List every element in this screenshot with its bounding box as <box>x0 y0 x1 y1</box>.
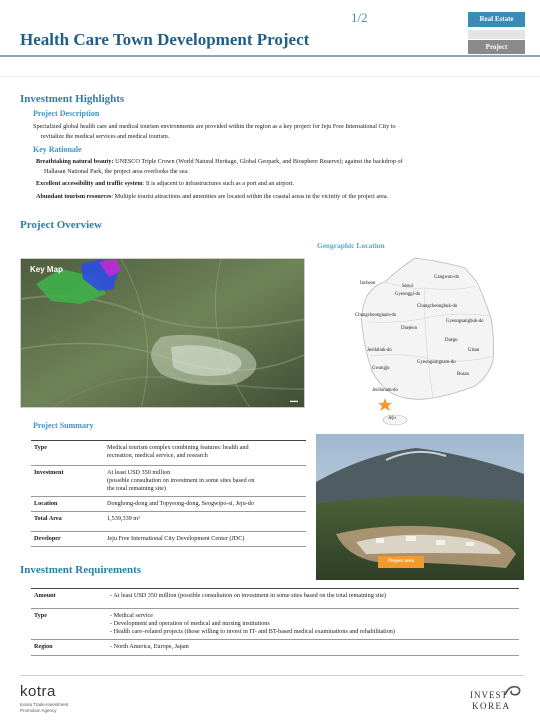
description-line: revitalize the medical services and medical tourism. <box>41 132 170 140</box>
investment-highlights-heading: Investment Highlights <box>20 93 125 105</box>
summary-key: Type <box>34 444 47 451</box>
summary-value <box>104 441 306 466</box>
footer-divider <box>20 675 524 676</box>
summary-value: 1,539,339 m² <box>107 515 140 522</box>
table-row <box>31 532 306 547</box>
table-row <box>31 609 519 640</box>
region-label: Daegu <box>445 338 458 343</box>
region-label: Daejeon <box>401 326 417 331</box>
requirement-value <box>107 609 519 640</box>
korea-outline-graphic <box>315 252 525 432</box>
tag-separator <box>468 30 525 39</box>
rationale-item <box>36 192 526 202</box>
table-row <box>31 441 306 466</box>
kotra-subtitle-line: Promotion Agency <box>20 707 57 713</box>
description-line: Specialized global health care and medical tourism environments are provided within the region as a key project for Jeju Free International City to <box>33 123 396 130</box>
rationale-item <box>36 157 526 167</box>
project-description-text <box>33 122 523 141</box>
key-rationale-heading: Key Rationale <box>33 145 82 154</box>
requirement-line: - Development and operation of medical and nursing institutions <box>110 620 270 627</box>
summary-line: (possible consultation on investment in some sites based on <box>107 477 255 484</box>
header-subdivider <box>0 76 540 77</box>
rationale-text: Hallasan National Park, the project area overlooks the sea. <box>44 167 189 175</box>
kotra-subtitle-line: Korea Trade-Investment <box>20 702 69 707</box>
summary-line: recreation, medical service, and research <box>107 452 208 459</box>
region-label: Chungcheongbuk-do <box>417 304 458 309</box>
geographic-location-title: Geographic Location <box>317 241 385 250</box>
table-row <box>31 466 306 497</box>
kotra-logo: kotra <box>20 683 56 700</box>
requirement-value: - At least USD 350 million (possible consultation on investment in some sites based on the total remaining site) <box>110 592 386 599</box>
region-label: Gwangju <box>372 366 390 371</box>
page-number: 1/2 <box>351 10 368 25</box>
category-tag-project: Project <box>468 40 525 54</box>
summary-key: Total Area <box>34 515 62 522</box>
region-label: Jeollanam-do <box>372 388 398 393</box>
korea-map <box>315 252 525 432</box>
summary-key: Investment <box>34 469 64 476</box>
requirement-value: - North America, Europe, Japan <box>110 643 189 650</box>
region-label: Gyeongsangbuk-do <box>446 319 484 324</box>
key-map-image <box>20 258 305 408</box>
kotra-subtitle <box>20 702 68 713</box>
page-title: Health Care Town Development Project <box>20 30 310 49</box>
requirement-key: Region <box>34 643 53 650</box>
region-label: Gyeonggi-do <box>395 292 421 297</box>
region-label: Jeollabuk-do <box>367 348 392 353</box>
invest-korea-logo-line2: KOREA <box>472 701 511 711</box>
project-summary-table <box>31 440 306 547</box>
summary-key: Location <box>34 500 58 507</box>
region-label: Busan <box>457 372 469 377</box>
invest-korea-logo-line1: INVEST <box>470 690 508 700</box>
table-row <box>31 589 519 609</box>
requirement-key: Amount <box>34 592 56 599</box>
region-label: Incheon <box>360 281 376 286</box>
project-summary-heading: Project Summary <box>33 421 94 430</box>
summary-value: Jeju Free International City Development Center (JDC) <box>107 535 245 542</box>
region-label: Gyeongsangnam-do <box>417 360 456 365</box>
rationale-text: : It is adjacent to infrastructures such as a port and an airport. <box>142 180 294 187</box>
table-row <box>31 512 306 532</box>
rationale-item <box>36 179 526 189</box>
region-label: Chungcheongnam-do <box>355 313 397 318</box>
investment-requirements-table <box>31 588 519 656</box>
requirement-line: - Medical service <box>110 612 153 619</box>
map-scale: ▬▬ <box>290 398 298 403</box>
rationale-label: Excellent accessibility and traffic system <box>36 180 143 187</box>
summary-line: the total remaining site) <box>107 485 166 492</box>
rationale-label: Abundant tourism resources <box>36 192 112 200</box>
requirement-key: Type <box>34 612 47 619</box>
table-row <box>31 640 519 656</box>
project-area-tag: Project area <box>378 556 424 568</box>
requirement-line: - Health care–related projects (those willing to invest in IT- and BT-based medical examinations and rehabilitation) <box>110 628 395 635</box>
project-description-heading: Project Description <box>33 109 100 118</box>
summary-value: Donghong-dong and Topyeong-dong, Seogwipo-si, Jeju-do <box>107 500 254 507</box>
region-label: Ulsan <box>468 348 480 353</box>
project-overview-heading: Project Overview <box>20 219 102 231</box>
region-label: Gangwon-do <box>434 275 460 280</box>
rationale-text: UNESCO Triple Crown (World Natural Heritage, Global Geopark, and Biosphere Reserve); against the backdrop of <box>115 158 403 165</box>
key-rationale-list <box>36 157 526 201</box>
rationale-text: : Multiple tourist attractions and amenities are located within the coastal areas in the vicinity of the project area. <box>111 192 389 200</box>
region-label: Seoul <box>402 284 413 289</box>
summary-key: Developer <box>34 535 61 542</box>
summary-line: Medical tourism complex combining features: health and <box>107 444 249 451</box>
rationale-label: Breathtaking natural beauty: <box>36 158 114 165</box>
key-map-label: Key Map <box>30 265 63 274</box>
header-divider <box>0 55 540 57</box>
region-label: Jeju <box>388 416 396 421</box>
table-row <box>31 497 306 512</box>
summary-value <box>104 466 306 497</box>
project-area-photo <box>316 434 524 580</box>
category-tag-real-estate: Real Estate <box>468 12 525 27</box>
aerial-terrain-graphic <box>21 259 305 408</box>
investment-requirements-heading: Investment Requirements <box>20 564 142 576</box>
summary-line: At least USD 350 million <box>107 469 171 476</box>
